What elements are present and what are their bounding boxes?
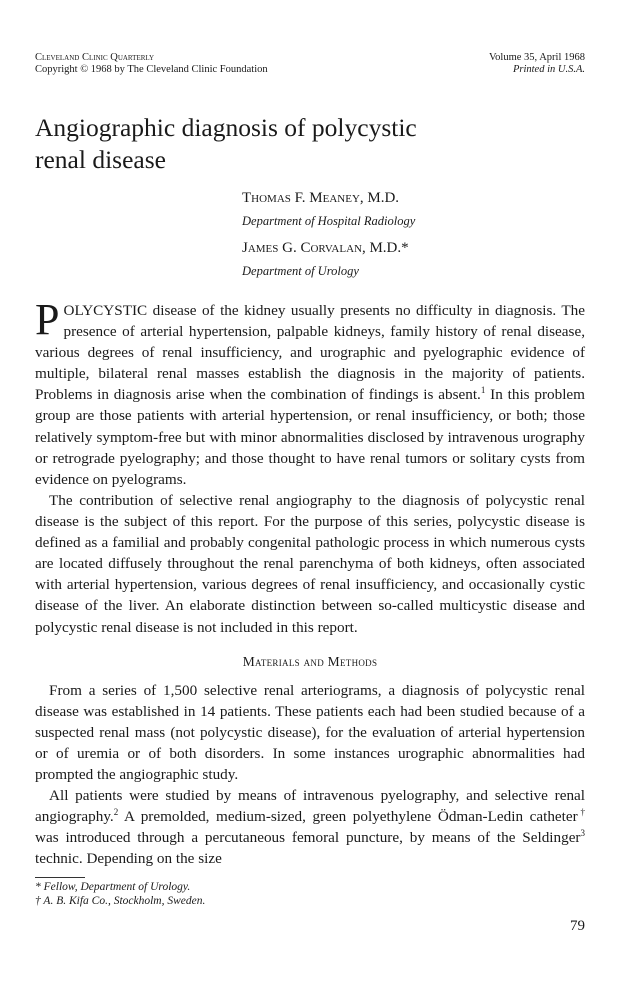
para4-text-3: was introduced through a percutaneous femoral puncture, by means of the Seldinger	[35, 829, 581, 847]
running-header-right	[489, 52, 585, 76]
journal-name: Cleveland Clinic Quarterly	[35, 52, 155, 63]
ref-dagger: †	[577, 807, 586, 818]
printed-line: Printed in U.S.A.	[512, 64, 585, 75]
section-heading: Materials and Methods	[242, 654, 378, 669]
page-number: 79	[570, 918, 585, 934]
intro-text-1: disease of the kidney usually presents no difficulty in diagnosis. The presence of arterial hypertension, palpable kidneys, family history of renal disease, various degrees of renal insufficiency, and urographic and pyelographic evidence of multiple, bilateral renal masses establish the diagnosis in the majority of patients. Problems in diagnosis arise when the combination of findings is absent.	[35, 302, 585, 404]
title-line-2: renal disease	[35, 145, 166, 174]
drop-cap: P	[35, 295, 60, 344]
ref-1: 1	[480, 385, 486, 396]
paragraph-3: From a series of 1,500 selective renal arteriograms, a diagnosis of polycystic renal disease was established in 14 patients. These patients each had been studied because of a suspected renal mass (not polycystic disease), for the evaluation of arterial hypertension or of uremia or of both disorders. In some instances urographic abnormalities had prompted the angiographic study.	[35, 682, 585, 784]
ref-2: 2	[113, 807, 119, 818]
author-1-name: Thomas F. Meaney, M.D.	[242, 190, 400, 206]
author-2-name: James G. Corvalan, M.D.*	[242, 240, 409, 256]
intro-paragraph	[35, 295, 585, 490]
footnote-1: * Fellow, Department of Urology.	[35, 881, 191, 893]
footnote-rule	[35, 877, 85, 878]
paragraph-2: The contribution of selective renal angiography to the diagnosis of polycystic renal disease is the subject of this report. For the purpose of this series, polycystic disease is defined as a familial and probably congenital pathologic process in which numerous cysts are located diffusely throughout the renal parenchyma of both kidneys, often associated with arterial hypertension, various degrees of renal insufficiency, and occasionally cystic disease of the liver. An elaborate distinction between so-called multicystic disease and polycystic renal disease is not included in this report.	[35, 492, 585, 636]
volume-line: Volume 35, April 1968	[488, 52, 585, 63]
intro-lead-word: OLYCYSTIC	[63, 302, 148, 319]
author-1-dept: Department of Hospital Radiology	[242, 214, 416, 228]
title-line-1: Angiographic diagnosis of polycystic	[35, 113, 417, 142]
intro-text-2: In this problem group are those patients with arterial hypertension, or renal insufficiency, or both; those relatively symptom-free but with minor abnormalities disclosed by intravenous urography or retrograde pyelography; and those thought to have renal tumors or solitary cysts from evidence on pyelograms.	[35, 386, 585, 488]
article-title	[35, 112, 417, 176]
para4-text-4: technic. Depending on the size	[35, 850, 222, 868]
ref-3: 3	[580, 828, 585, 839]
para4-text-1: All patients were studied by means of intravenous pyelography, and selective renal angiography.	[35, 787, 585, 826]
author-2-dept: Department of Urology	[242, 264, 359, 278]
paragraph-4	[35, 785, 585, 869]
copyright-line: Copyright © 1968 by The Cleveland Clinic Foundation	[35, 64, 268, 75]
running-header-left	[35, 52, 268, 76]
para4-text-2: A premolded, medium-sized, green polyethylene Ödman-Ledin catheter	[118, 808, 578, 826]
footnote-2: † A. B. Kifa Co., Stockholm, Sweden.	[35, 895, 206, 907]
